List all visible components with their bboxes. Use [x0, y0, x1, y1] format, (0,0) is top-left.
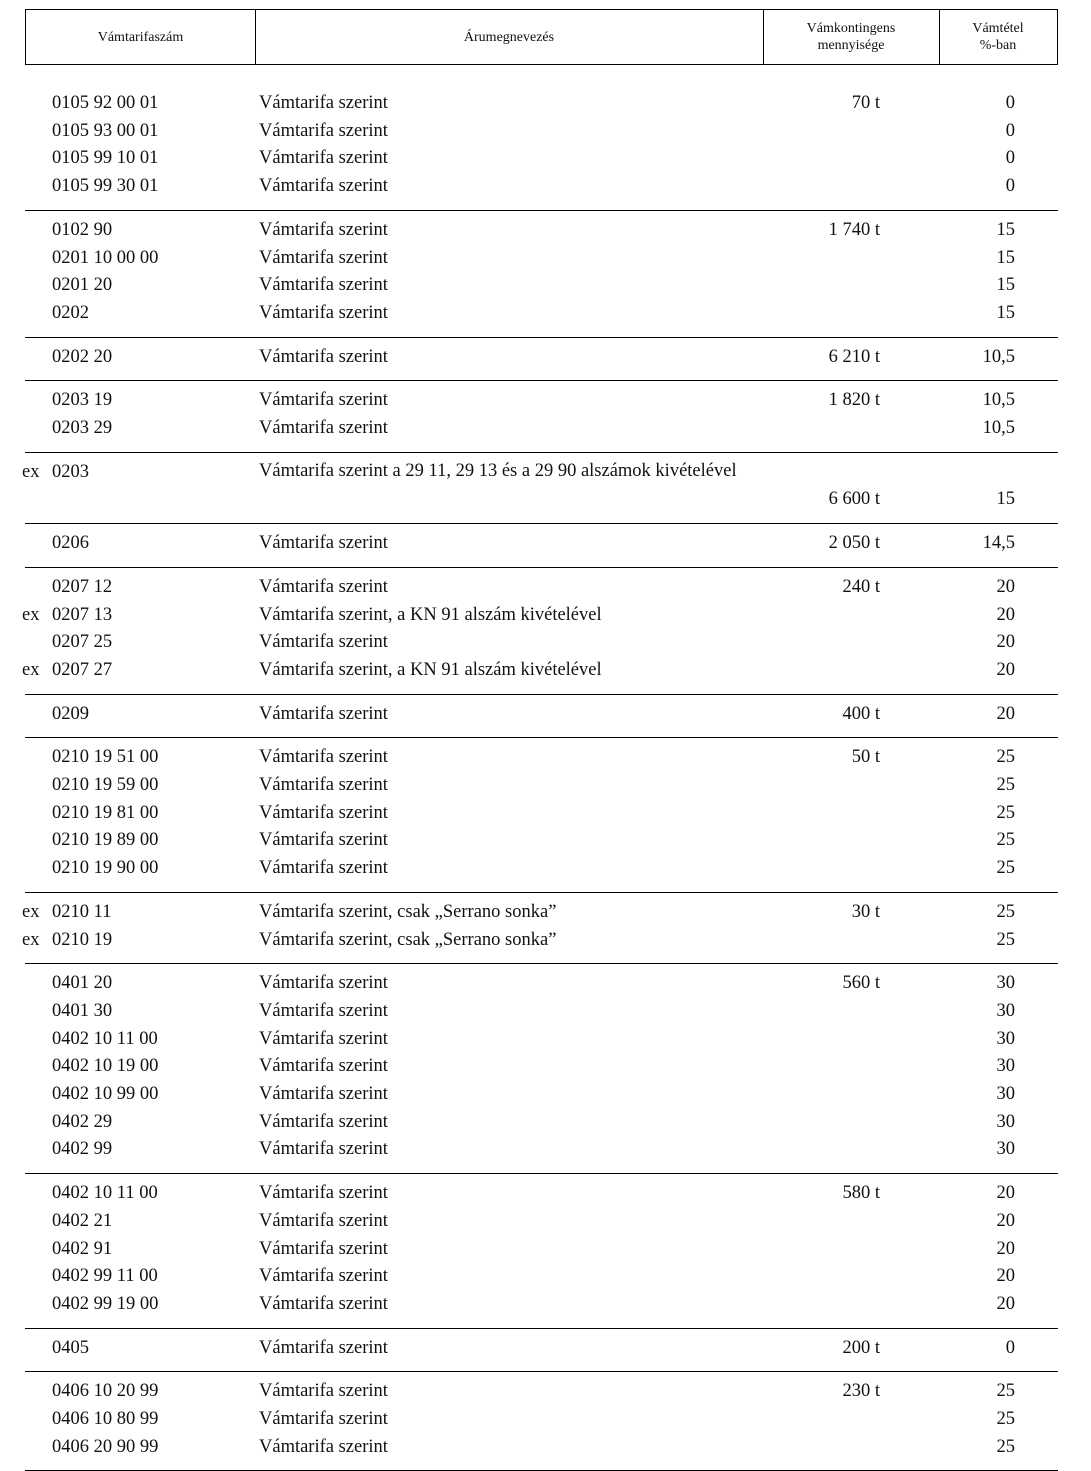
table-row [0, 148, 1091, 176]
table-row [0, 303, 1091, 331]
duty-rate: 20 [996, 1183, 1015, 1204]
quota-quantity: 400 t [842, 703, 880, 724]
group-separator [25, 567, 1058, 568]
duty-rate: 25 [996, 802, 1015, 823]
product-description: Vámtarifa szerint [259, 418, 388, 438]
duty-rate: 0 [1005, 120, 1015, 141]
product-description: Vámtarifa szerint [259, 390, 388, 411]
duty-rate: 20 [996, 576, 1015, 597]
table-header [25, 9, 1058, 65]
tariff-code: 0207 12 [52, 576, 113, 597]
product-description: Vámtarifa szerint [259, 703, 388, 724]
table-row [0, 176, 1091, 204]
table-row [0, 121, 1091, 149]
tariff-code: 0402 10 11 00 [52, 1028, 158, 1049]
group-separator [25, 892, 1058, 893]
product-description: Vámtarifa szerint [259, 1337, 388, 1358]
duty-rate: 20 [996, 632, 1015, 653]
product-description: Vámtarifa szerint, a KN 91 alszám kivételével [259, 659, 602, 680]
product-description: Vámtarifa szerint [259, 1183, 388, 1204]
product-description: Vámtarifa szerint [259, 1056, 388, 1077]
header-code-label: Vámtarifaszám [97, 29, 184, 45]
duty-rate: 25 [996, 1409, 1015, 1429]
quota-quantity: 560 t [842, 973, 880, 994]
duty-rate: 15 [996, 219, 1015, 240]
product-description: Vámtarifa szerint [259, 275, 388, 296]
product-description: Vámtarifa szerint [259, 1111, 388, 1132]
table-row [0, 803, 1091, 831]
duty-rate: 25 [996, 1436, 1015, 1457]
table-row [0, 605, 1091, 633]
tariff-code: 0201 10 00 00 [52, 247, 159, 268]
product-description: Vámtarifa szerint [259, 219, 388, 240]
group-separator [25, 452, 1058, 453]
duty-rate: 25 [996, 929, 1015, 950]
duty-rate: 30 [996, 1028, 1015, 1049]
group-separator [25, 694, 1058, 695]
table-row [0, 1084, 1091, 1112]
table-row [0, 1029, 1091, 1057]
product-description: Vámtarifa szerint [259, 1436, 388, 1457]
tariff-code: 0102 90 [52, 219, 113, 240]
duty-rate: 30 [996, 1111, 1015, 1132]
tariff-code: 0105 99 10 01 [52, 148, 159, 169]
product-description: Vámtarifa szerint, csak „Serrano sonka” [259, 929, 557, 950]
ex-marker: ex [22, 901, 40, 922]
product-description: Vámtarifa szerint [259, 1266, 388, 1287]
quota-quantity: 2 050 t [828, 533, 880, 554]
product-description: Vámtarifa szerint [259, 1293, 388, 1314]
table-row [0, 747, 1091, 775]
tariff-code: 0202 [52, 302, 89, 323]
tariff-code: 0105 93 00 01 [52, 120, 159, 141]
duty-rate: 0 [1005, 1337, 1015, 1358]
product-description: Vámtarifa szerint [259, 576, 388, 597]
group-separator [25, 210, 1058, 211]
duty-rate: 10,5 [982, 418, 1015, 438]
ex-marker: ex [22, 659, 40, 680]
duty-rate: 25 [996, 775, 1015, 795]
header-rate [939, 10, 1057, 64]
duty-rate: 30 [996, 1000, 1015, 1021]
tariff-code: 0202 20 [52, 346, 113, 367]
duty-rate: 15 [996, 302, 1015, 323]
ex-marker: ex [22, 604, 40, 625]
tariff-code: 0210 19 [52, 929, 113, 950]
tariff-code: 0401 20 [52, 973, 113, 994]
group-separator [25, 737, 1058, 738]
duty-rate: 20 [996, 659, 1015, 680]
tariff-code: 0210 19 90 00 [52, 858, 159, 879]
product-description: Vámtarifa szerint [259, 247, 388, 268]
table-row [0, 1266, 1091, 1294]
product-description: Vámtarifa szerint [259, 632, 388, 653]
product-description: Vámtarifa szerint [259, 1238, 388, 1259]
table-row [0, 533, 1091, 561]
duty-rate: 25 [996, 830, 1015, 851]
table-row [0, 1338, 1091, 1366]
tariff-code: 0203 [52, 461, 89, 482]
quota-quantity: 230 t [842, 1381, 880, 1402]
quota-quantity: 580 t [842, 1183, 880, 1204]
header-rate-line2: %-ban [979, 38, 1017, 53]
table-row [0, 858, 1091, 886]
tariff-code: 0402 99 11 00 [52, 1266, 158, 1287]
header-quota [763, 10, 939, 64]
duty-rate: 30 [996, 973, 1015, 994]
product-description: Vámtarifa szerint [259, 1139, 388, 1160]
quota-quantity: 240 t [842, 576, 880, 597]
table-row [0, 93, 1091, 121]
product-description: Vámtarifa szerint [259, 93, 388, 113]
group-separator [25, 523, 1058, 524]
group-separator [25, 1371, 1058, 1372]
tariff-code: 0406 10 20 99 [52, 1381, 159, 1402]
product-description: Vámtarifa szerint [259, 148, 388, 169]
quota-quantity: 50 t [851, 747, 880, 768]
quota-quantity: 6 210 t [828, 346, 880, 367]
quota-quantity: 70 t [851, 93, 880, 113]
product-description: Vámtarifa szerint, a KN 91 alszám kivételével [259, 604, 602, 625]
tariff-code: 0203 19 [52, 390, 113, 411]
product-description: Vámtarifa szerint [259, 533, 388, 554]
duty-rate: 20 [996, 1210, 1015, 1231]
tariff-code: 0209 [52, 703, 89, 724]
duty-rate: 15 [996, 275, 1015, 296]
duty-rate: 30 [996, 1056, 1015, 1077]
header-name [255, 10, 763, 64]
duty-rate: 20 [996, 604, 1015, 625]
group-separator [25, 1173, 1058, 1174]
table-row [0, 632, 1091, 660]
tariff-code: 0402 91 [52, 1238, 113, 1259]
tariff-code: 0402 99 [52, 1139, 113, 1160]
table-row [0, 930, 1091, 958]
duty-rate: 20 [996, 1293, 1015, 1314]
tariff-code: 0207 27 [52, 659, 113, 680]
table-row [0, 1001, 1091, 1029]
table-row [0, 248, 1091, 276]
table-row [0, 775, 1091, 803]
table-row [0, 220, 1091, 248]
table-row [0, 1381, 1091, 1409]
duty-rate: 30 [996, 1139, 1015, 1160]
header-quota-line1: Vámkontingens [806, 21, 896, 36]
product-description: Vámtarifa szerint [259, 302, 388, 323]
tariff-code: 0401 30 [52, 1000, 113, 1021]
tariff-code: 0105 99 30 01 [52, 176, 159, 197]
tariff-code: 0105 92 00 01 [52, 93, 159, 113]
header-code [26, 10, 255, 64]
header-rate-line1: Vámtétel [972, 21, 1024, 36]
table-row [0, 418, 1091, 446]
duty-rate: 0 [1005, 93, 1015, 113]
table-row [0, 1183, 1091, 1211]
tariff-code: 0206 [52, 533, 89, 554]
tariff-code: 0402 10 19 00 [52, 1056, 159, 1077]
product-description: Vámtarifa szerint [259, 802, 388, 823]
quota-quantity: 6 600 t [828, 489, 880, 510]
tariff-code: 0406 20 90 99 [52, 1436, 159, 1457]
tariff-code: 0207 25 [52, 632, 113, 653]
tariff-code: 0201 20 [52, 275, 113, 296]
table-row [0, 462, 1091, 517]
tariff-code: 0406 10 80 99 [52, 1409, 159, 1429]
quota-quantity: 1 740 t [828, 219, 880, 240]
duty-rate: 25 [996, 858, 1015, 879]
tariff-code: 0210 19 59 00 [52, 775, 159, 795]
quota-quantity: 200 t [842, 1337, 880, 1358]
header-quota-line2: mennyisége [817, 38, 885, 53]
table-row [0, 973, 1091, 1001]
quota-quantity: 1 820 t [828, 390, 880, 411]
table-row [0, 275, 1091, 303]
group-separator [25, 1328, 1058, 1329]
product-description: Vámtarifa szerint [259, 1381, 388, 1402]
product-description: Vámtarifa szerint [259, 1210, 388, 1231]
table-row [0, 1294, 1091, 1322]
quota-quantity: 30 t [851, 901, 880, 922]
tariff-code: 0203 29 [52, 418, 113, 438]
tariff-code: 0210 19 51 00 [52, 747, 159, 768]
table-row [0, 1409, 1091, 1437]
product-description: Vámtarifa szerint [259, 1000, 388, 1021]
table-row [0, 347, 1091, 375]
table-row [0, 577, 1091, 605]
product-description: Vámtarifa szerint, csak „Serrano sonka” [259, 901, 557, 922]
tariff-code: 0402 29 [52, 1111, 113, 1132]
product-description: Vámtarifa szerint [259, 1028, 388, 1049]
ex-marker: ex [22, 929, 40, 950]
duty-rate: 20 [996, 1238, 1015, 1259]
duty-rate: 20 [996, 703, 1015, 724]
duty-rate: 15 [996, 247, 1015, 268]
table-row [0, 1112, 1091, 1140]
table-row [0, 390, 1091, 418]
table-row [0, 1139, 1091, 1167]
product-description: Vámtarifa szerint [259, 775, 388, 795]
tariff-code: 0210 19 89 00 [52, 830, 159, 851]
tariff-code: 0210 11 [52, 901, 112, 922]
group-separator [25, 380, 1058, 381]
table-row [0, 1056, 1091, 1084]
header-name-label: Árumegnevezés [463, 29, 555, 45]
group-separator [25, 963, 1058, 964]
duty-rate: 14,5 [982, 533, 1015, 554]
duty-rate: 10,5 [982, 390, 1015, 411]
duty-rate: 15 [996, 489, 1015, 510]
tariff-code: 0402 99 19 00 [52, 1293, 159, 1314]
product-description: Vámtarifa szerint [259, 1084, 388, 1104]
product-description: Vámtarifa szerint [259, 346, 388, 367]
duty-rate: 25 [996, 1381, 1015, 1402]
table-row [0, 902, 1091, 930]
duty-rate: 30 [996, 1084, 1015, 1104]
product-description: Vámtarifa szerint [259, 176, 388, 197]
duty-rate: 10,5 [982, 346, 1015, 367]
table-row [0, 830, 1091, 858]
table-row [0, 1437, 1091, 1465]
duty-rate: 0 [1005, 148, 1015, 169]
product-description: Vámtarifa szerint [259, 120, 388, 141]
product-description: Vámtarifa szerint [259, 973, 388, 994]
duty-rate: 25 [996, 901, 1015, 922]
duty-rate: 0 [1005, 176, 1015, 197]
tariff-code: 0402 10 11 00 [52, 1183, 158, 1204]
duty-rate: 25 [996, 747, 1015, 768]
product-description: Vámtarifa szerint [259, 1409, 388, 1429]
table-row [0, 1211, 1091, 1239]
tariff-code: 0210 19 81 00 [52, 802, 159, 823]
tariff-code: 0405 [52, 1337, 89, 1358]
duty-rate: 20 [996, 1266, 1015, 1287]
product-description: Vámtarifa szerint a 29 11, 29 13 és a 29 90 alszámok kivételével [259, 460, 737, 481]
table-row [0, 1239, 1091, 1267]
product-description: Vámtarifa szerint [259, 858, 388, 879]
tariff-code: 0402 10 99 00 [52, 1084, 159, 1104]
ex-marker: ex [22, 461, 40, 482]
product-description: Vámtarifa szerint [259, 830, 388, 851]
table-row [0, 704, 1091, 732]
group-separator [25, 337, 1058, 338]
table-row [0, 660, 1091, 688]
tariff-code: 0207 13 [52, 604, 113, 625]
product-description: Vámtarifa szerint [259, 747, 388, 768]
tariff-code: 0402 21 [52, 1210, 113, 1231]
